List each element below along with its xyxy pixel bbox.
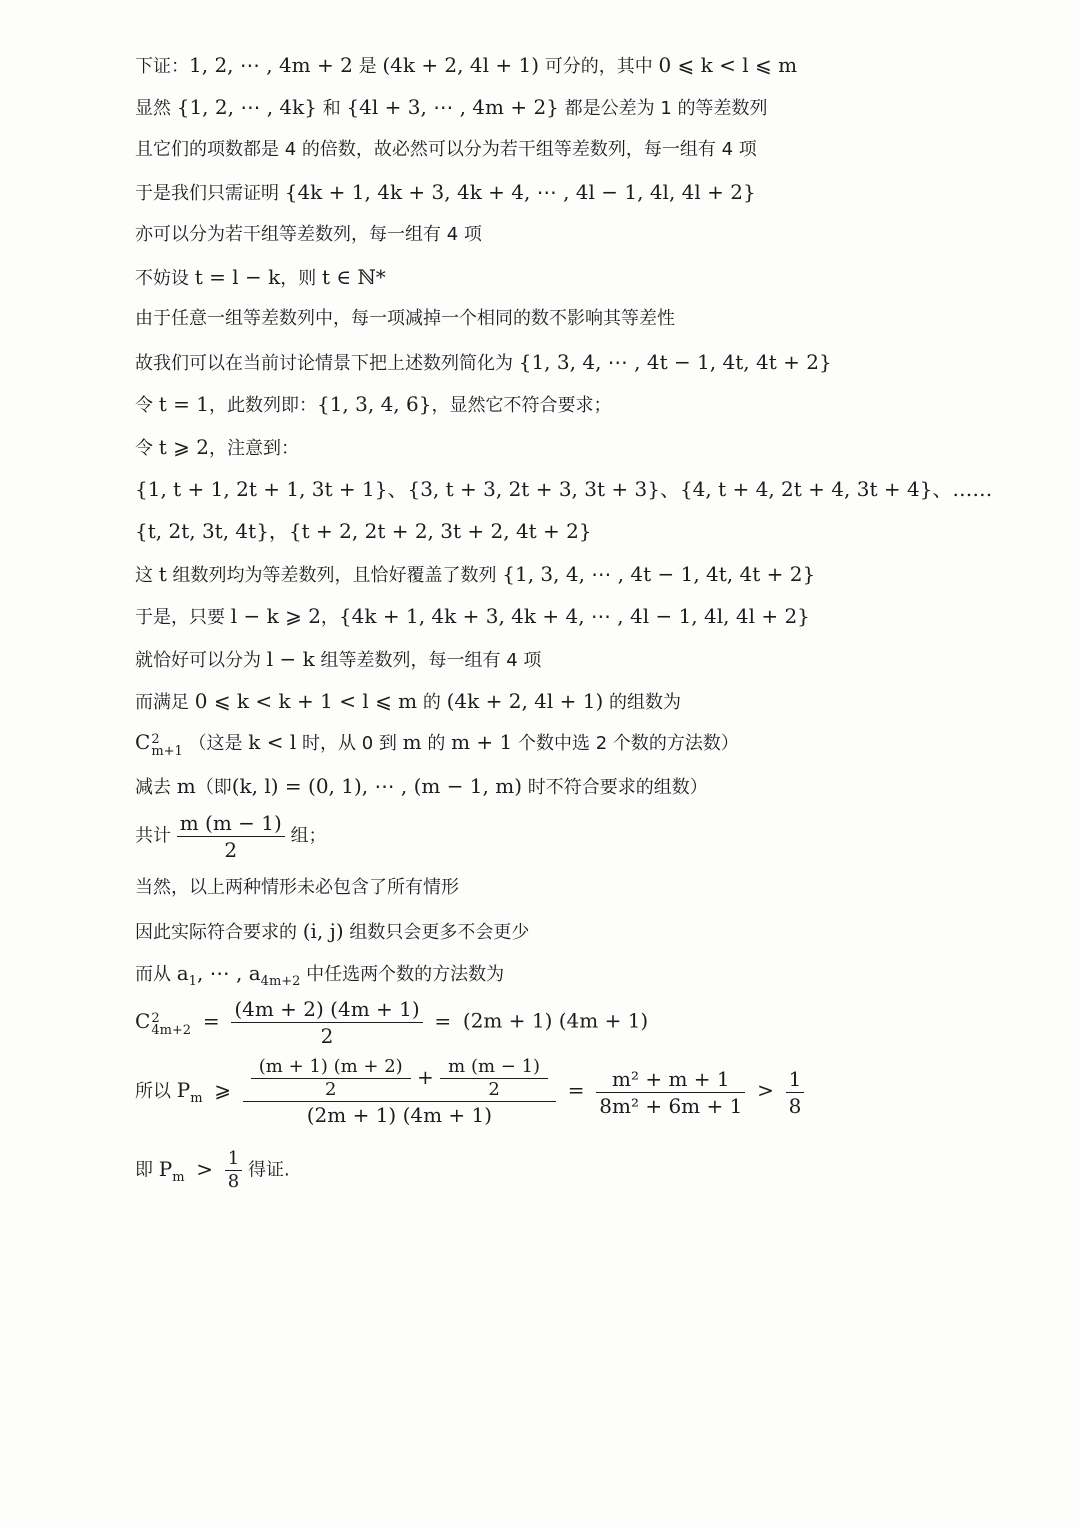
text: 的 (427, 733, 446, 754)
math: (k, l) = (0, 1), ⋯ , (m − 1, m) (231, 774, 523, 798)
text: 都是公差为 1 的等差数列 (564, 98, 768, 119)
math: (4k + 2, 4l + 1) (382, 53, 539, 77)
text-line-13 (135, 560, 815, 590)
math: {4k + 1, 4k + 3, 4k + 4, ⋯ , 4l − 1, 4l, 4l + 2} (284, 180, 756, 204)
text-line-2 (135, 93, 768, 123)
text: 时，从 0 到 (302, 733, 397, 754)
math: 0 ⩽ k < l ⩽ m (658, 53, 798, 77)
text: 而从 (135, 964, 171, 985)
text-line-16 (135, 687, 681, 717)
text: 当然，以上两种情形未必包含了所有情形 (135, 877, 459, 898)
math: l − k ⩾ 2 (230, 604, 321, 628)
fraction: $\frac{(m + 1) (m + 2)}{2}$ (251, 1056, 411, 1101)
text: 组数只会更多不会更少 (349, 922, 530, 943)
text: 令 (135, 395, 153, 416)
text: 是 (358, 56, 377, 77)
math: {1, 2, ⋯ , 4k} (176, 95, 317, 119)
math: (2m + 1) (4m + 1) (462, 1008, 649, 1033)
relation-sign: > (757, 1078, 774, 1102)
text: 由于任意一组等差数列中，每一项减掉一个相同的数不影响其等差性 (135, 308, 675, 329)
math: {1, t + 1, 2t + 1, 3t + 1}、{3, t + 3, 2t + 3, 3t + 3}、{4, t + 4, 2t + 4, 3t + 4}、…… (135, 477, 993, 501)
text-line-9 (135, 390, 611, 420)
text-line-4 (135, 178, 756, 208)
text: ， (320, 607, 339, 628)
text-line-6 (135, 263, 386, 293)
text: （这是 (188, 733, 243, 754)
math: {4k + 1, 4k + 3, 4k + 4, ⋯ , 4l − 1, 4l, 4l + 2} (338, 604, 810, 628)
text: 不妨设 (135, 268, 189, 289)
math: $a_1$, ⋯ , $a_{4m+2}$ (176, 961, 301, 989)
math: l − k (266, 647, 315, 671)
text: ，显然它不符合要求； (431, 395, 612, 416)
text: 这 (135, 565, 153, 586)
math: {4l + 3, ⋯ , 4m + 2} (346, 95, 559, 119)
text: 因此实际符合要求的 (135, 922, 297, 943)
combination-symbol: C 2 m+1 (135, 730, 183, 759)
probability-inequality (135, 1056, 804, 1128)
math: {1, 3, 4, 6} (316, 392, 432, 416)
text: 显然 (135, 98, 171, 119)
text: 和 (322, 98, 341, 119)
math: k < l (248, 730, 297, 754)
plus-sign: + (417, 1065, 434, 1089)
text-line-21 (135, 959, 504, 996)
text: （即 (195, 777, 232, 798)
math: t = l − k (194, 265, 281, 289)
text: ，注意到： (208, 438, 299, 459)
text-line-17 (135, 728, 739, 758)
math: m (402, 730, 422, 754)
fraction: $\frac{1}{8}$ (225, 1148, 242, 1193)
text-line-12 (135, 517, 592, 547)
fraction: $\frac{\text{m² + m + 1}}{\text{8m² + 6m + 1}}$ (596, 1066, 745, 1119)
math: 0 ⩽ k < k + 1 < l ⩽ m (194, 689, 418, 713)
math: {1, 3, 4, ⋯ , 4t − 1, 4t, 4t + 2} (518, 350, 832, 374)
text: ，则 (280, 268, 317, 289)
text-line-8 (135, 348, 832, 378)
text: 个数中选 2 个数的方法数） (518, 733, 739, 754)
text: 组； (290, 825, 327, 847)
text: 且它们的项数都是 4 的倍数，故必然可以分为若干组等差数列，每一组有 4 项 (135, 139, 757, 160)
text: 组数列均为等差数列，且恰好覆盖了数列 (172, 565, 497, 586)
text-line-20 (135, 917, 529, 947)
total-count-line (135, 810, 327, 863)
text: 亦可以分为若干组等差数列，每一组有 4 项 (135, 224, 482, 245)
text: 所以 (135, 1081, 171, 1102)
equals-sign: = (434, 1008, 452, 1033)
text: 即 (135, 1159, 153, 1181)
text: 的组数为 (609, 692, 682, 713)
compound-fraction: $\frac{(m + 1) (m + 2)}{2}$ + $\frac{m (m - 1)}{2}$ (2m + 1) (4m + 1) (243, 1056, 556, 1128)
text-line-15 (135, 645, 541, 675)
combination-symbol: C 2 4m+2 (135, 1008, 192, 1038)
relation-sign: ⩾ (214, 1078, 232, 1102)
math: m (176, 774, 196, 798)
text-line-14 (135, 602, 810, 632)
math: (4k + 2, 4l + 1) (446, 689, 604, 713)
text: 得证. (247, 1159, 290, 1181)
text-line-11 (135, 475, 992, 505)
probability-symbol: $P_m$ (176, 1078, 203, 1106)
fraction: $\frac{1}{8}$ (786, 1066, 805, 1119)
math: t ∈ ℕ* (321, 265, 386, 289)
math: t (158, 562, 167, 586)
text: 的 (422, 692, 441, 713)
text: 减去 (135, 777, 171, 798)
text-line-1 (135, 51, 797, 81)
text: 就恰好可以分为 (135, 650, 261, 671)
text: ，此数列即： (208, 395, 317, 416)
text: 可分的，其中 (544, 56, 653, 77)
conclusion-line (135, 1148, 290, 1193)
text-line-18 (135, 772, 708, 802)
text-line-3 (135, 136, 757, 164)
fraction: $\frac{(4m + 2) (4m + 1)}{2}$ (231, 996, 422, 1049)
text-line-5 (135, 221, 482, 249)
text: 共计 (135, 825, 171, 847)
math: {1, 3, 4, ⋯ , 4t − 1, 4t, 4t + 2} (502, 562, 816, 586)
fraction: $\frac{m (m - 1)}{2}$ (440, 1056, 548, 1101)
text: 故我们可以在当前讨论情景下把上述数列简化为 (135, 353, 513, 374)
math: (i, j) (302, 919, 344, 943)
text: 时不符合要求的组数） (527, 777, 708, 798)
text: 中任选两个数的方法数为 (306, 964, 505, 985)
text: 下证： (135, 56, 189, 77)
text-line-7 (135, 305, 675, 333)
probability-symbol: $P_m$ (158, 1156, 185, 1185)
text-line-19 (135, 874, 459, 902)
equals-sign: = (567, 1078, 585, 1102)
math: m + 1 (451, 730, 513, 754)
text: 于是，只要 (135, 607, 225, 628)
text: 而满足 (135, 692, 189, 713)
text-line-10 (135, 433, 299, 463)
math: 1, 2, ⋯ , 4m + 2 (189, 53, 353, 77)
math: {t, 2t, 3t, 4t}，{t + 2, 2t + 2, 3t + 2, 4t + 2} (135, 519, 592, 543)
text: 组等差数列，每一组有 4 项 (320, 650, 542, 671)
fraction: $\frac{m (m - 1)}{2}$ (177, 810, 285, 863)
math: t ⩾ 2 (158, 435, 209, 459)
text: 于是我们只需证明 (135, 183, 279, 204)
text: 令 (135, 438, 153, 459)
binomial-equation (135, 996, 648, 1049)
relation-sign: > (196, 1156, 214, 1181)
math: t = 1 (158, 392, 209, 416)
equals-sign: = (202, 1008, 220, 1033)
